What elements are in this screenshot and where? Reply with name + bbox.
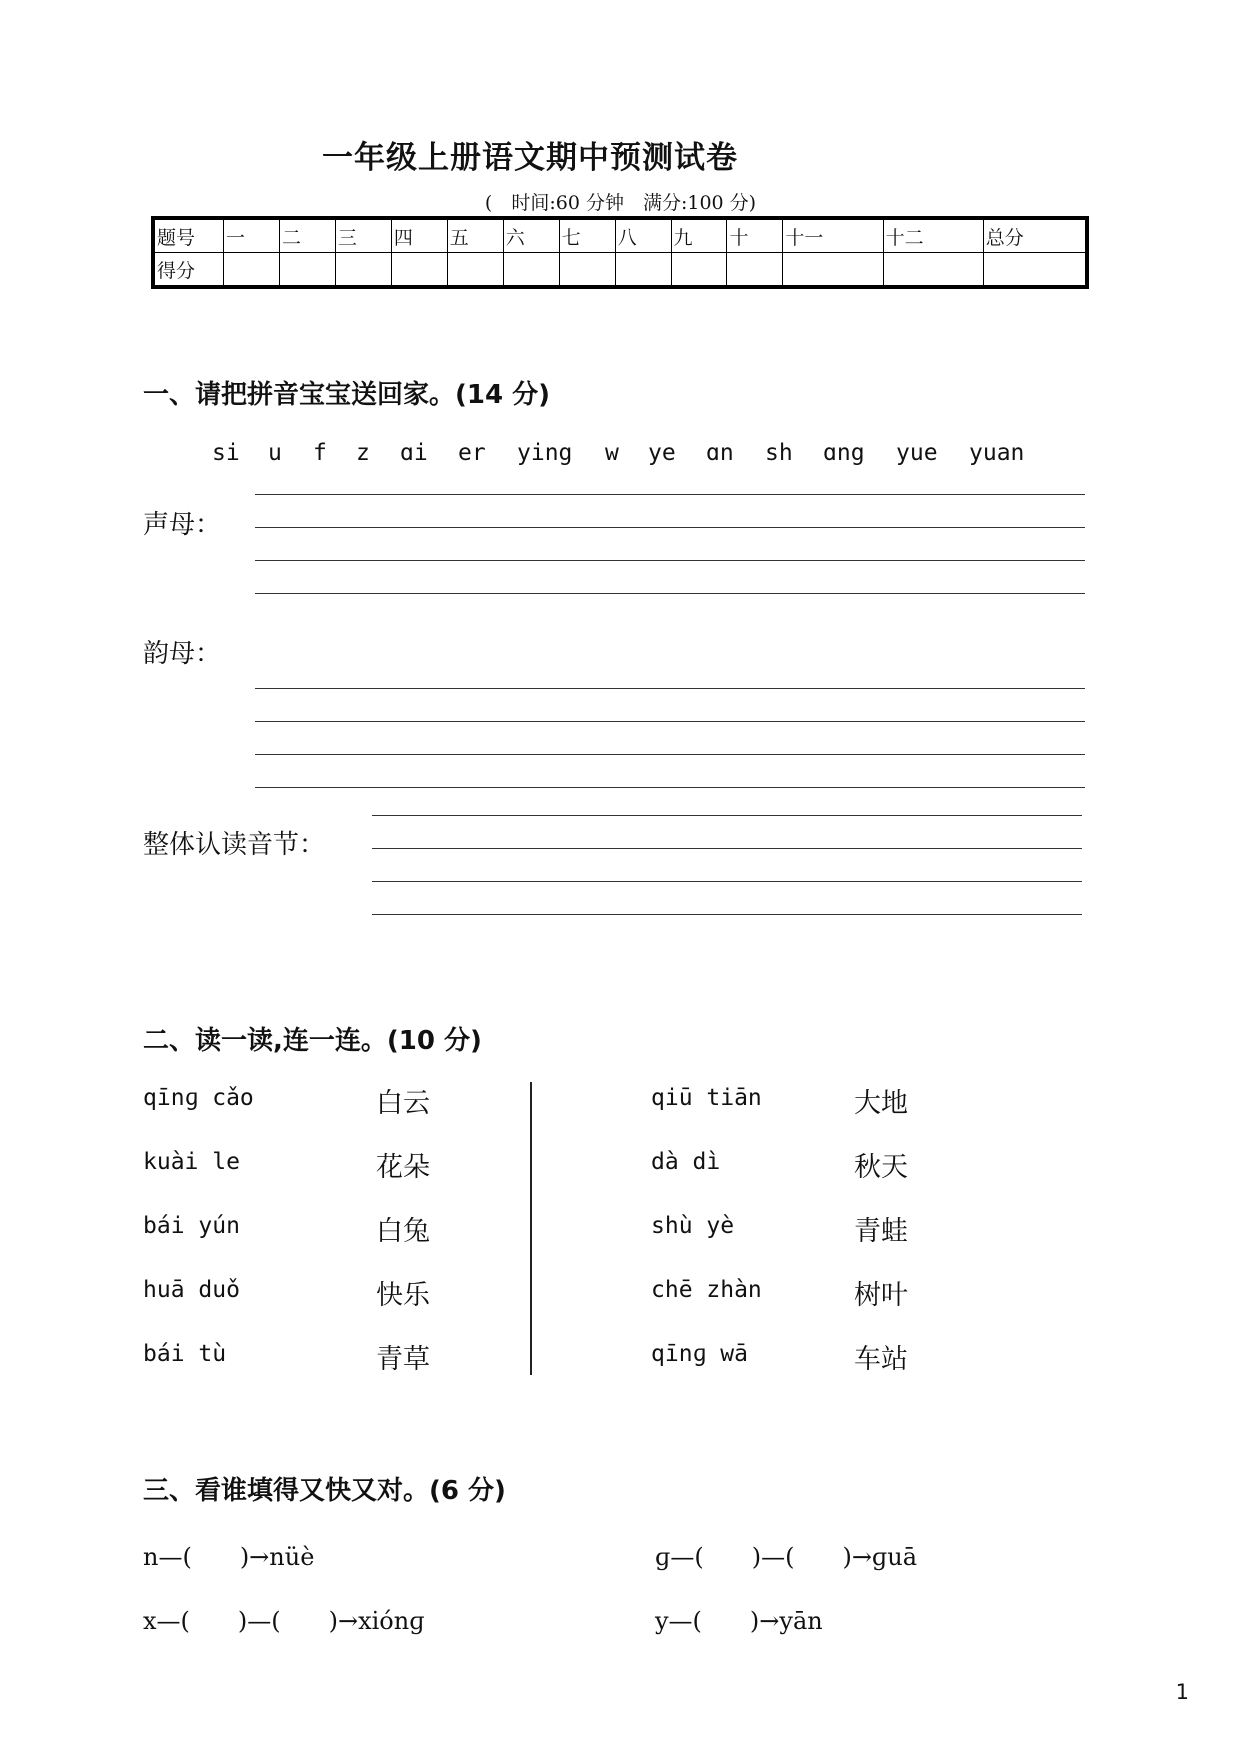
score-input-cell[interactable]: [883, 253, 983, 288]
left-word-item[interactable]: 青草: [376, 1344, 430, 1375]
answer-line[interactable]: [255, 527, 1085, 528]
score-cell: 十二: [883, 218, 983, 253]
answer-line[interactable]: [255, 593, 1085, 594]
score-input-cell[interactable]: [671, 253, 727, 288]
pinyin-item: z: [356, 440, 370, 466]
answer-line[interactable]: [255, 560, 1085, 561]
left-pinyin-item[interactable]: huā duǒ: [143, 1277, 240, 1303]
right-word-item[interactable]: 大地: [854, 1088, 908, 1119]
score-cell: 七: [559, 218, 615, 253]
score-cell: 题号: [153, 218, 224, 253]
score-table: [151, 216, 1089, 289]
score-table-score-row: [153, 253, 1087, 288]
right-word-item[interactable]: 车站: [854, 1344, 908, 1375]
score-input-cell[interactable]: [279, 253, 335, 288]
score-cell: 八: [615, 218, 671, 253]
pinyin-item: si: [212, 440, 240, 466]
score-cell: 二: [279, 218, 335, 253]
answer-line[interactable]: [255, 688, 1085, 689]
pinyin-item: ɑi: [400, 440, 428, 466]
score-table-header-row: [153, 218, 1087, 253]
shengmu-label: 声母：: [143, 510, 222, 540]
score-cell: 六: [503, 218, 559, 253]
pinyin-item: ying: [517, 440, 573, 466]
answer-line[interactable]: [372, 815, 1082, 816]
column-divider: [530, 1082, 532, 1375]
pinyin-item: u: [268, 440, 282, 466]
yunmu-label: 韵母：: [143, 639, 222, 669]
score-input-cell[interactable]: [983, 253, 1087, 288]
right-pinyin-item[interactable]: dà dì: [651, 1149, 721, 1175]
fill-blank-item[interactable]: n—( )→nüè: [143, 1543, 315, 1571]
score-row-label: 得分: [153, 253, 224, 288]
score-input-cell[interactable]: [783, 253, 883, 288]
score-input-cell[interactable]: [559, 253, 615, 288]
score-cell: 九: [671, 218, 727, 253]
right-word-item[interactable]: 秋天: [854, 1152, 908, 1183]
left-pinyin-item[interactable]: bái yún: [143, 1213, 240, 1239]
section2-heading: 二、读一读,连一连。(10 分): [143, 1026, 482, 1056]
right-word-item[interactable]: 青蛙: [854, 1216, 908, 1247]
score-input-cell[interactable]: [727, 253, 783, 288]
pinyin-item: ɑn: [706, 440, 734, 466]
answer-line[interactable]: [372, 848, 1082, 849]
pinyin-item: er: [458, 440, 486, 466]
left-pinyin-item[interactable]: bái tù: [143, 1341, 227, 1367]
score-cell: 十: [727, 218, 783, 253]
left-word-item[interactable]: 花朵: [376, 1152, 430, 1183]
fill-blank-item[interactable]: x—( )—( )→xiónɡ: [143, 1607, 425, 1635]
score-cell: 一: [224, 218, 280, 253]
score-input-cell[interactable]: [335, 253, 391, 288]
pinyin-item: w: [605, 440, 619, 466]
left-pinyin-item[interactable]: kuài le: [143, 1149, 240, 1175]
answer-line[interactable]: [372, 914, 1082, 915]
fill-blank-item[interactable]: ɡ—( )—( )→ɡuā: [655, 1543, 918, 1571]
score-input-cell[interactable]: [224, 253, 280, 288]
left-word-item[interactable]: 白云: [376, 1088, 430, 1119]
answer-line[interactable]: [255, 787, 1085, 788]
answer-line[interactable]: [255, 721, 1085, 722]
pinyin-item: sh: [765, 440, 793, 466]
page-number: 1: [1175, 1680, 1189, 1704]
section1-heading: 一、请把拼音宝宝送回家。(14 分): [143, 380, 550, 410]
left-word-item[interactable]: 快乐: [376, 1280, 430, 1311]
score-input-cell[interactable]: [503, 253, 559, 288]
section3-heading: 三、看谁填得又快又对。(6 分): [143, 1476, 506, 1506]
left-word-item[interactable]: 白兔: [376, 1216, 430, 1247]
exam-title: 一年级上册语文期中预测试卷: [322, 140, 738, 176]
score-input-cell[interactable]: [447, 253, 503, 288]
score-cell: 十一: [783, 218, 883, 253]
answer-line[interactable]: [372, 881, 1082, 882]
exam-subtitle: ( 时间:60 分钟 满分:100 分): [484, 192, 757, 214]
right-pinyin-item[interactable]: qiū tiān: [651, 1085, 762, 1111]
score-cell: 三: [335, 218, 391, 253]
right-word-item[interactable]: 树叶: [854, 1280, 908, 1311]
zhengti-label: 整体认读音节：: [143, 830, 326, 860]
score-input-cell[interactable]: [615, 253, 671, 288]
pinyin-item: f: [313, 440, 327, 466]
score-cell: 四: [391, 218, 447, 253]
pinyin-item: ye: [648, 440, 676, 466]
left-pinyin-item[interactable]: qīnɡ cǎo: [143, 1085, 254, 1111]
right-pinyin-item[interactable]: shù yè: [651, 1213, 735, 1239]
fill-blank-item[interactable]: y—( )→yān: [655, 1607, 823, 1635]
score-cell: 总分: [983, 218, 1087, 253]
score-input-cell[interactable]: [391, 253, 447, 288]
score-cell: 五: [447, 218, 503, 253]
answer-line[interactable]: [255, 754, 1085, 755]
pinyin-item: ɑng: [823, 440, 865, 466]
pinyin-item: yuan: [969, 440, 1025, 466]
pinyin-item: yue: [896, 440, 938, 466]
right-pinyin-item[interactable]: qīnɡ wā: [651, 1341, 748, 1367]
answer-line[interactable]: [255, 494, 1085, 495]
right-pinyin-item[interactable]: chē zhàn: [651, 1277, 762, 1303]
